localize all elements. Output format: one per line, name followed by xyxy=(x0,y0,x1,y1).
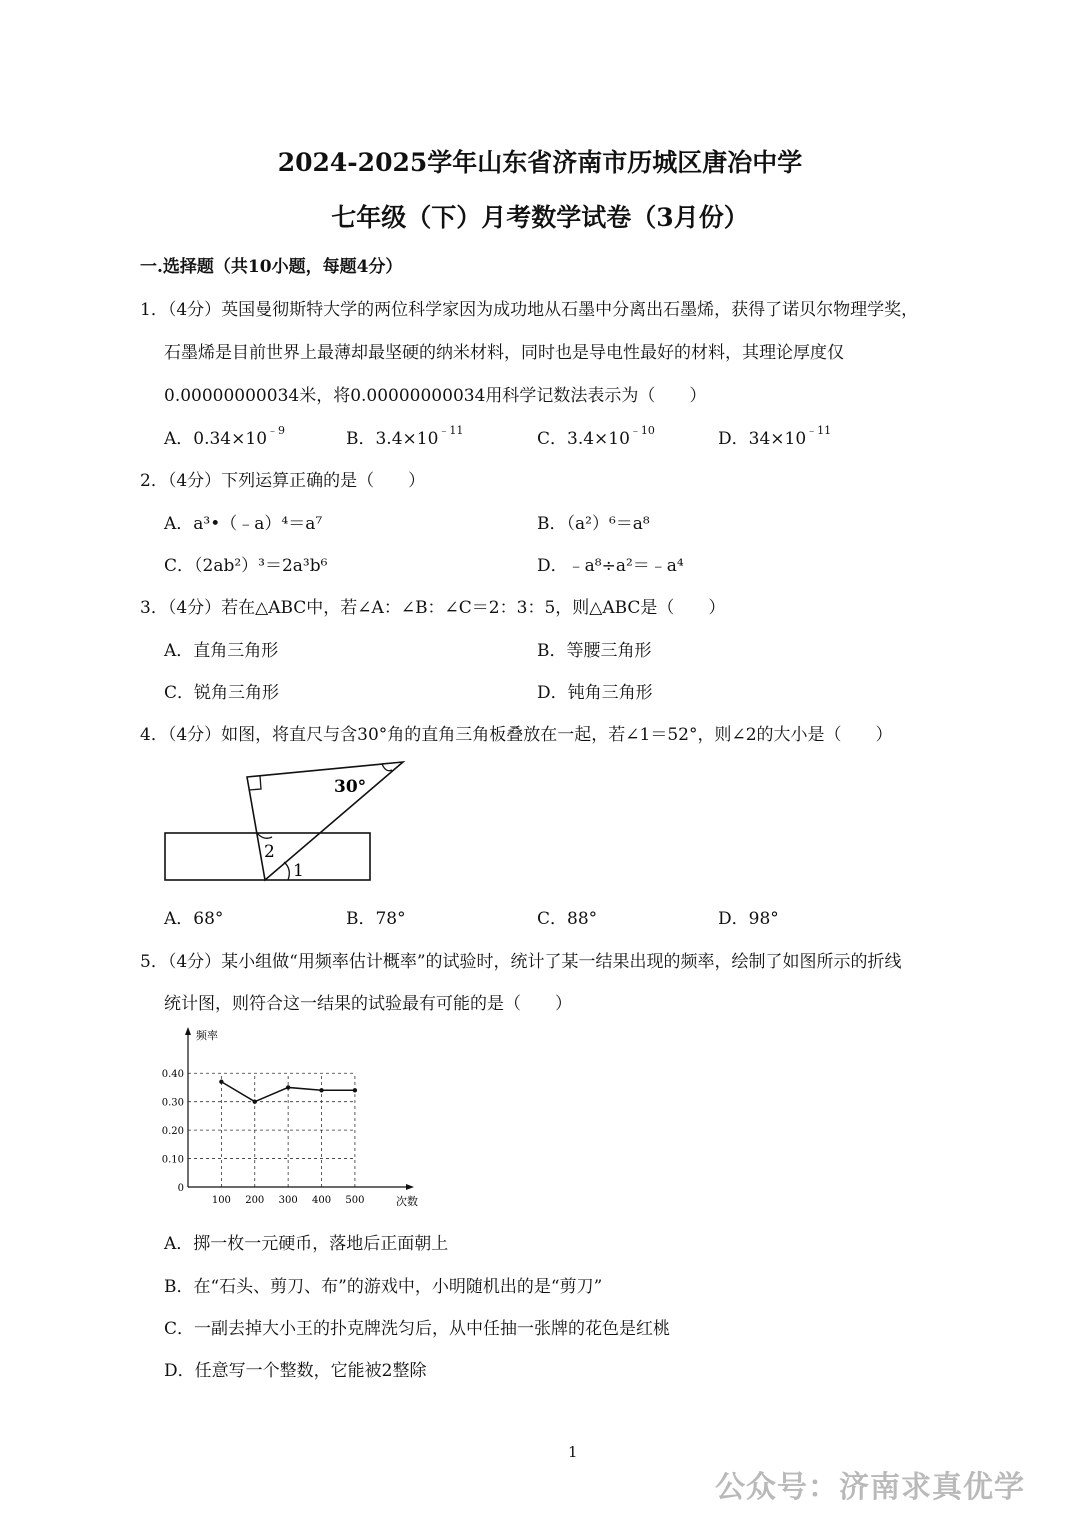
q2-option-d: D．﹣a⁸÷a²＝﹣a⁴ xyxy=(537,556,684,576)
q4-option-c: C．88° xyxy=(537,909,598,929)
q3-option-b: B．等腰三角形 xyxy=(537,641,652,661)
section-heading: 一.选择题（共10小题，每题4分） xyxy=(140,257,403,277)
angle-1-arc xyxy=(284,862,289,880)
q4-option-d: D．98° xyxy=(718,909,779,929)
q5-stem-line2: 统计图，则符合这一结果的试验最有可能的是（ ） xyxy=(164,994,572,1014)
page-number: 1 xyxy=(568,1443,578,1461)
angle-1-label: 1 xyxy=(293,861,304,881)
q4-figure-ruler-triangle xyxy=(160,755,410,890)
q4-option-b: B．78° xyxy=(346,909,406,929)
q1-stem-line2: 石墨烯是目前世界上最薄却最坚硬的纳米材料，同时也是导电性最好的材料，其理论厚度仅 xyxy=(164,343,844,363)
q4-option-a: A．68° xyxy=(164,909,224,929)
exam-title-line1: 2024-2025学年山东省济南市历城区唐冶中学 xyxy=(277,148,803,177)
q1-option-c xyxy=(537,424,655,449)
q1-option-d-exp: ﹣11 xyxy=(806,424,832,437)
q1-option-a-exp: ﹣9 xyxy=(267,424,286,437)
q2-option-c: C．（2ab²）³＝2a³b⁶ xyxy=(164,556,328,576)
x-tick-label: 100 xyxy=(211,1195,231,1206)
right-angle-marker xyxy=(249,776,261,790)
q5-option-d: D．任意写一个整数，它能被2整除 xyxy=(164,1361,427,1381)
y-tick-label: 0.30 xyxy=(161,1097,184,1109)
q2-option-a: A．a³•（﹣a）⁴＝a⁷ xyxy=(164,514,323,534)
q3-option-a: A．直角三角形 xyxy=(164,641,279,661)
y-tick-label: 0.40 xyxy=(161,1069,184,1081)
q1-stem-line3: 0.00000000034米，将0.00000000034用科学记数法表示为（ ） xyxy=(164,386,707,406)
data-point xyxy=(253,1099,257,1103)
data-point xyxy=(353,1088,357,1092)
angle-2-label: 2 xyxy=(264,842,275,862)
x-tick-label: 200 xyxy=(245,1195,265,1206)
chart-ylabel: 频率 xyxy=(196,1029,218,1042)
q1-option-b-base: B．3.4×10 xyxy=(346,429,439,449)
q1-option-c-base: C．3.4×10 xyxy=(537,429,630,449)
triangle-shape xyxy=(247,762,403,880)
q3-stem: 3．（4分）若在△ABC中，若∠A：∠B：∠C＝2：3：5，则△ABC是（ ） xyxy=(140,598,726,618)
exam-title-line2: 七年级（下）月考数学试卷（3月份） xyxy=(331,203,749,232)
y-tick-label: 0 xyxy=(177,1183,184,1194)
q1-option-c-exp: ﹣10 xyxy=(629,424,655,437)
q1-option-a xyxy=(164,424,285,449)
x-axis-arrow xyxy=(406,1184,414,1190)
data-point xyxy=(319,1088,323,1092)
angle-30-arc xyxy=(382,764,392,771)
data-point xyxy=(286,1085,290,1089)
q1-option-b-exp: ﹣11 xyxy=(438,424,464,437)
q5-option-b: B．在“石头、剪刀、布”的游戏中，小明随机出的是“剪刀” xyxy=(164,1277,603,1297)
q3-option-c: C．锐角三角形 xyxy=(164,683,280,703)
q4-stem: 4．（4分）如图，将直尺与含30°角的直角三角板叠放在一起，若∠1＝52°，则∠2的大小是（ ） xyxy=(140,725,893,745)
q5-option-a: A．掷一枚一元硬币，落地后正面朝上 xyxy=(164,1234,449,1254)
y-tick-label: 0.20 xyxy=(161,1126,184,1138)
q5-stem-line1: 5．（4分）某小组做“用频率估计概率”的试验时，统计了某一结果出现的频率，绘制了如图所示的折线 xyxy=(140,952,902,972)
q2-stem: 2．（4分）下列运算正确的是（ ） xyxy=(140,471,426,491)
q1-option-b xyxy=(346,424,463,449)
x-tick-label: 500 xyxy=(345,1195,365,1206)
data-point xyxy=(219,1080,223,1084)
x-tick-label: 400 xyxy=(311,1195,332,1206)
watermark-text: 公众号：济南求真优学 xyxy=(715,1470,1025,1505)
q1-option-d xyxy=(718,424,831,449)
q1-option-a-base: A．0.34×10 xyxy=(164,429,268,449)
x-tick-label: 300 xyxy=(278,1195,298,1206)
y-axis-arrow xyxy=(185,1027,191,1035)
angle-30-label: 30° xyxy=(334,777,367,797)
q1-option-d-base: D．34×10 xyxy=(718,429,807,449)
y-tick-label: 0.10 xyxy=(161,1154,184,1166)
q1-stem-line1: 1．（4分）英国曼彻斯特大学的两位科学家因为成功地从石墨中分离出石墨烯，获得了诺贝尔物理学奖， xyxy=(140,300,919,320)
frequency-line-chart xyxy=(150,1025,418,1210)
chart-xlabel: 次数 xyxy=(396,1195,418,1208)
q2-option-b: B．（a²）⁶＝a⁸ xyxy=(537,514,650,534)
q3-option-d: D．钝角三角形 xyxy=(537,683,653,703)
q5-option-c: C．一副去掉大小王的扑克牌洗匀后，从中任抽一张牌的花色是红桃 xyxy=(164,1319,671,1339)
